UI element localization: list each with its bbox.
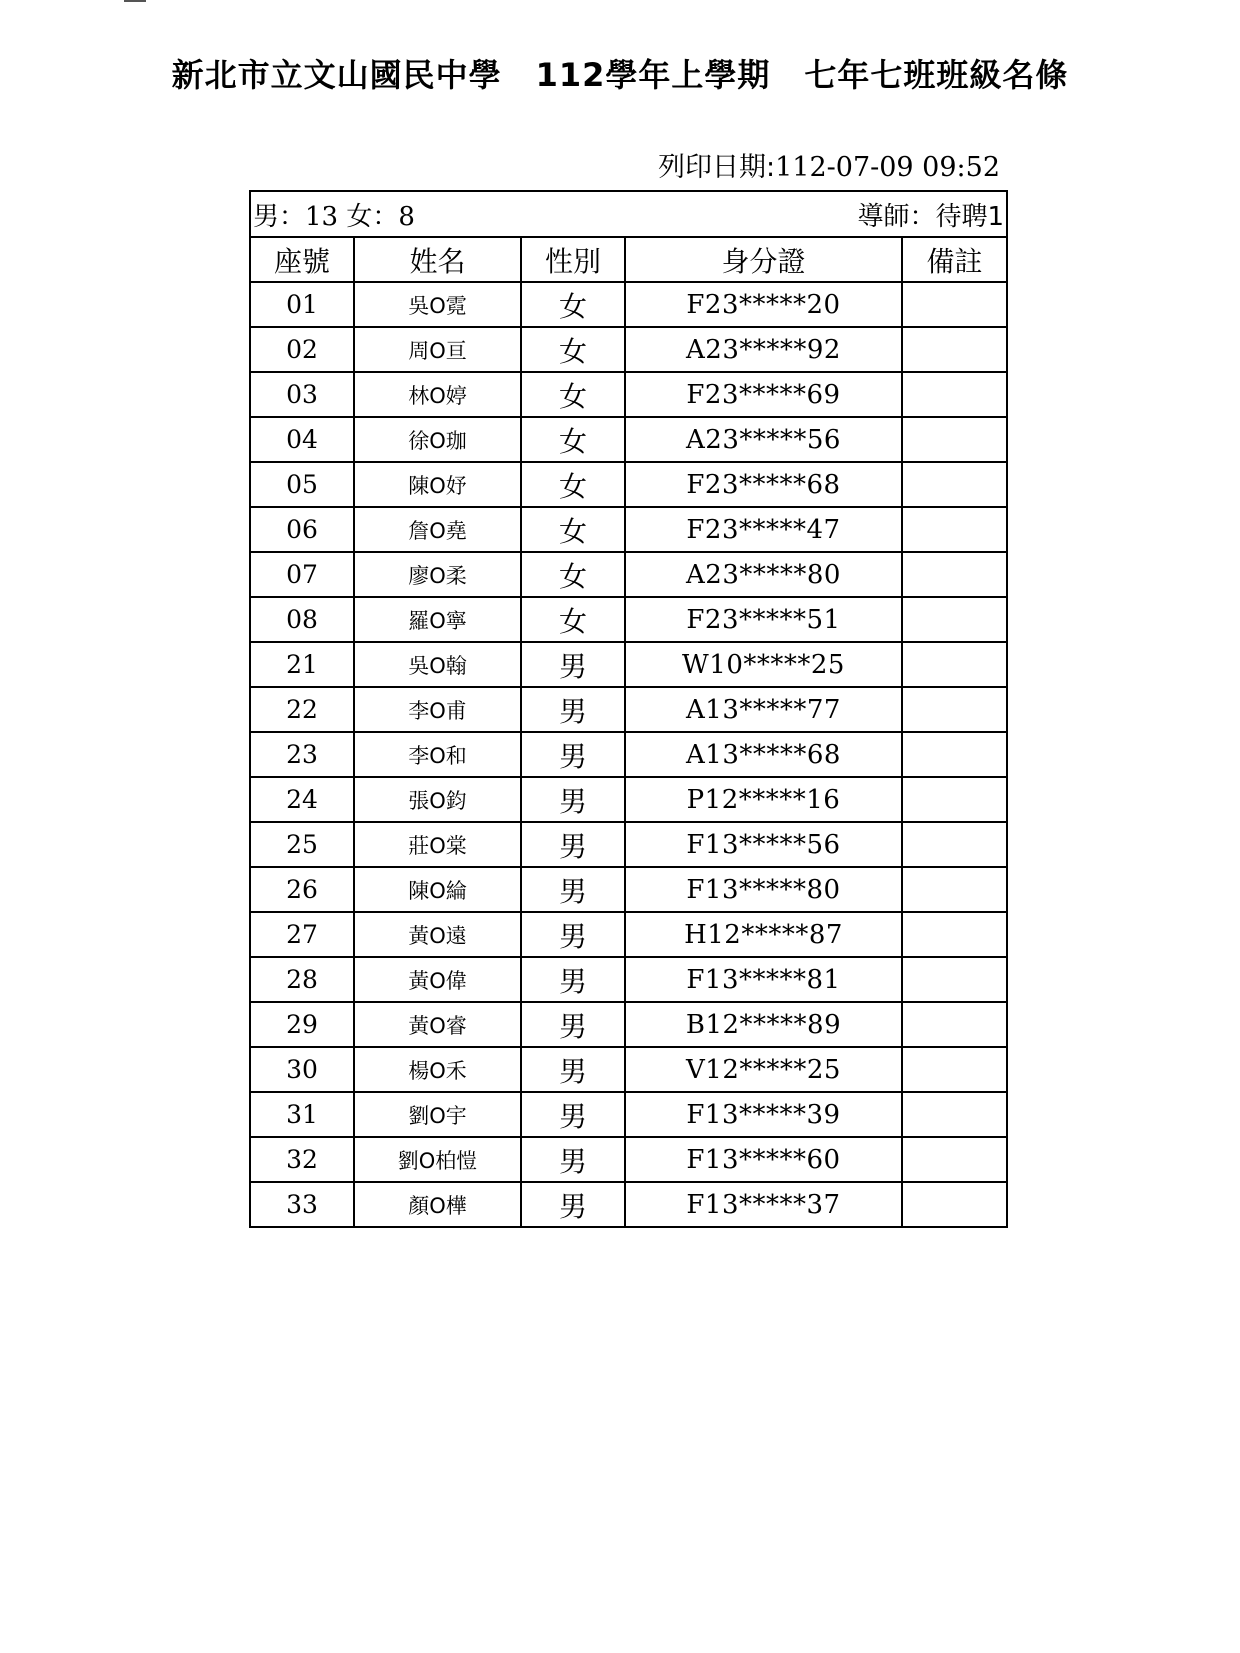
note-cell (902, 777, 1007, 822)
table-row (250, 777, 1007, 822)
student-name-cell: 陳O綸 (354, 867, 521, 912)
student-name-cell: 李O和 (354, 732, 521, 777)
table-row (250, 1182, 1007, 1227)
note-cell (902, 957, 1007, 1002)
id-number-cell: F23*****51 (625, 597, 902, 642)
gender-cell: 男 (521, 867, 625, 912)
table-row (250, 597, 1007, 642)
corner-mark (124, 0, 146, 2)
seat-number-cell: 27 (250, 912, 354, 957)
gender-cell: 女 (521, 597, 625, 642)
column-header-note: 備註 (902, 237, 1007, 282)
student-name-cell: 徐O珈 (354, 417, 521, 462)
note-cell (902, 417, 1007, 462)
id-number-cell: A13*****68 (625, 732, 902, 777)
column-header-name: 姓名 (354, 237, 521, 282)
note-cell (902, 1137, 1007, 1182)
seat-number-cell: 06 (250, 507, 354, 552)
seat-number-cell: 30 (250, 1047, 354, 1092)
student-name-cell: 吳O霓 (354, 282, 521, 327)
table-row (250, 732, 1007, 777)
gender-cell: 女 (521, 327, 625, 372)
id-number-cell: H12*****87 (625, 912, 902, 957)
id-number-cell: F13*****81 (625, 957, 902, 1002)
id-number-cell: A13*****77 (625, 687, 902, 732)
seat-number-cell: 26 (250, 867, 354, 912)
school-name: 新北市立文山國民中學 (171, 56, 502, 94)
seat-number-cell: 33 (250, 1182, 354, 1227)
gender-cell: 女 (521, 507, 625, 552)
note-cell (902, 867, 1007, 912)
id-number-cell: V12*****25 (625, 1047, 902, 1092)
student-name-cell: 黃O偉 (354, 957, 521, 1002)
student-name-cell: 張O鈞 (354, 777, 521, 822)
gender-cell: 男 (521, 822, 625, 867)
student-name-cell: 黃O睿 (354, 1002, 521, 1047)
column-header-gender: 性別 (521, 237, 625, 282)
class-roster-table (249, 190, 1008, 1228)
id-number-cell: F23*****68 (625, 462, 902, 507)
table-row (250, 1047, 1007, 1092)
note-cell (902, 1047, 1007, 1092)
id-number-cell: A23*****80 (625, 552, 902, 597)
id-number-cell: F13*****80 (625, 867, 902, 912)
gender-cell: 男 (521, 957, 625, 1002)
seat-number-cell: 28 (250, 957, 354, 1002)
table-row (250, 687, 1007, 732)
summary-cell (250, 191, 1007, 237)
gender-cell: 男 (521, 1002, 625, 1047)
note-cell (902, 1002, 1007, 1047)
female-label: 女： (346, 201, 399, 232)
table-row (250, 1137, 1007, 1182)
note-cell (902, 462, 1007, 507)
gender-cell: 女 (521, 552, 625, 597)
table-row (250, 912, 1007, 957)
note-cell (902, 507, 1007, 552)
gender-cell: 男 (521, 687, 625, 732)
list-title: 七年七班班級名條 (804, 56, 1069, 94)
table-row (250, 282, 1007, 327)
summary-row (250, 191, 1007, 237)
student-name-cell: 楊O禾 (354, 1047, 521, 1092)
seat-number-cell: 01 (250, 282, 354, 327)
gender-cell: 女 (521, 282, 625, 327)
print-date-value: 112-07-09 09:52 (775, 152, 1000, 183)
column-header-seat: 座號 (250, 237, 354, 282)
note-cell (902, 732, 1007, 777)
seat-number-cell: 23 (250, 732, 354, 777)
male-count: 13 (305, 201, 339, 232)
note-cell (902, 327, 1007, 372)
note-cell (902, 597, 1007, 642)
table-row (250, 822, 1007, 867)
roster-body (250, 282, 1007, 1227)
seat-number-cell: 29 (250, 1002, 354, 1047)
student-name-cell: 顏O樺 (354, 1182, 521, 1227)
teacher-info (857, 196, 1006, 233)
gender-cell: 男 (521, 1137, 625, 1182)
table-row (250, 867, 1007, 912)
id-number-cell: B12*****89 (625, 1002, 902, 1047)
note-cell (902, 372, 1007, 417)
gender-cell: 男 (521, 642, 625, 687)
gender-cell: 女 (521, 462, 625, 507)
table-row (250, 462, 1007, 507)
gender-cell: 女 (521, 372, 625, 417)
student-name-cell: 黃O遠 (354, 912, 521, 957)
seat-number-cell: 24 (250, 777, 354, 822)
table-row (250, 1002, 1007, 1047)
print-date (658, 145, 1000, 184)
student-name-cell: 羅O寧 (354, 597, 521, 642)
column-header-row (250, 237, 1007, 282)
teacher-label: 導師： (857, 201, 936, 232)
id-number-cell: W10*****25 (625, 642, 902, 687)
student-name-cell: 詹O堯 (354, 507, 521, 552)
gender-cell: 男 (521, 1182, 625, 1227)
term-label: 112學年上學期 (535, 56, 771, 94)
gender-cell: 女 (521, 417, 625, 462)
student-name-cell: 劉O宇 (354, 1092, 521, 1137)
table-row (250, 1092, 1007, 1137)
column-header-id: 身分證 (625, 237, 902, 282)
id-number-cell: F23*****47 (625, 507, 902, 552)
id-number-cell: F23*****69 (625, 372, 902, 417)
note-cell (902, 822, 1007, 867)
note-cell (902, 687, 1007, 732)
id-number-cell: F13*****60 (625, 1137, 902, 1182)
note-cell (902, 552, 1007, 597)
note-cell (902, 642, 1007, 687)
student-name-cell: 吳O翰 (354, 642, 521, 687)
student-name-cell: 劉O柏愷 (354, 1137, 521, 1182)
seat-number-cell: 05 (250, 462, 354, 507)
id-number-cell: F13*****39 (625, 1092, 902, 1137)
table-row (250, 957, 1007, 1002)
male-label: 男： (253, 201, 306, 232)
seat-number-cell: 32 (250, 1137, 354, 1182)
gender-cell: 男 (521, 912, 625, 957)
student-name-cell: 周O亘 (354, 327, 521, 372)
note-cell (902, 1092, 1007, 1137)
gender-cell: 男 (521, 1047, 625, 1092)
seat-number-cell: 03 (250, 372, 354, 417)
table-row (250, 327, 1007, 372)
table-row (250, 507, 1007, 552)
seat-number-cell: 07 (250, 552, 354, 597)
seat-number-cell: 22 (250, 687, 354, 732)
student-name-cell: 廖O柔 (354, 552, 521, 597)
gender-count (251, 196, 415, 233)
id-number-cell: A23*****56 (625, 417, 902, 462)
note-cell (902, 282, 1007, 327)
seat-number-cell: 31 (250, 1092, 354, 1137)
id-number-cell: F23*****20 (625, 282, 902, 327)
id-number-cell: P12*****16 (625, 777, 902, 822)
teacher-name: 待聘1 (935, 201, 1005, 232)
id-number-cell: F13*****56 (625, 822, 902, 867)
female-count: 8 (398, 201, 415, 232)
table-row (250, 372, 1007, 417)
seat-number-cell: 25 (250, 822, 354, 867)
student-name-cell: 林O婷 (354, 372, 521, 417)
student-name-cell: 莊O棠 (354, 822, 521, 867)
seat-number-cell: 08 (250, 597, 354, 642)
seat-number-cell: 21 (250, 642, 354, 687)
id-number-cell: A23*****92 (625, 327, 902, 372)
print-date-label: 列印日期: (658, 152, 776, 183)
gender-cell: 男 (521, 732, 625, 777)
note-cell (902, 912, 1007, 957)
id-number-cell: F13*****37 (625, 1182, 902, 1227)
gender-cell: 男 (521, 1092, 625, 1137)
student-name-cell: 陳O妤 (354, 462, 521, 507)
seat-number-cell: 02 (250, 327, 354, 372)
note-cell (902, 1182, 1007, 1227)
seat-number-cell: 04 (250, 417, 354, 462)
table-row (250, 642, 1007, 687)
page-title (0, 50, 1240, 96)
gender-cell: 男 (521, 777, 625, 822)
table-row (250, 552, 1007, 597)
student-name-cell: 李O甫 (354, 687, 521, 732)
table-row (250, 417, 1007, 462)
